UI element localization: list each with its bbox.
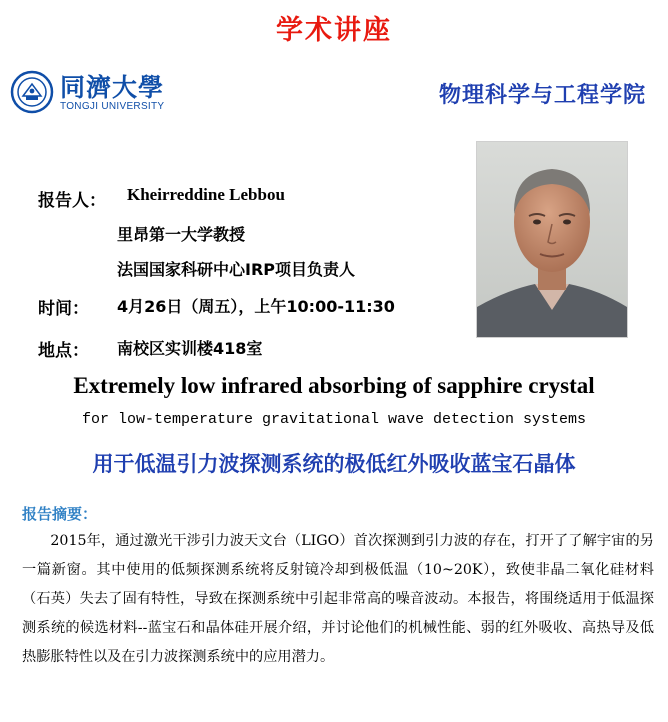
- speaker-title-2: 法国国家科研中心IRP项目负责人: [117, 260, 356, 279]
- talk-title-english: Extremely low infrared absorbing of sapphire crystal: [73, 373, 595, 398]
- place-value: 南校区实训楼418室: [117, 339, 263, 358]
- speaker-photo: [476, 141, 628, 338]
- speaker-portrait-image: [477, 142, 627, 337]
- tongji-emblem-icon: [10, 70, 54, 114]
- time-value: 4月26日（周五），上午10:00-11:30: [117, 297, 395, 316]
- speaker-name: Kheirreddine Lebbou: [127, 185, 285, 204]
- university-logo: [10, 68, 182, 116]
- logo-english-name: TONGJI UNIVERSITY: [60, 101, 165, 112]
- speaker-label: 报告人：: [38, 191, 106, 211]
- talk-title-chinese: 用于低温引力波探测系统的极低红外吸收蓝宝石晶体: [92, 452, 576, 476]
- place-label: 地点：: [38, 341, 89, 361]
- abstract-body: 2015年，通过激光干涉引力波天文台（LIGO）首次探测到引力波的存在，打开了了解宇宙的另一篇新窗。其中使用的低频探测系统将反射镜冷却到极低温（10~20K），致使非晶二氧化硅材料（石英）失去了固有特性，导致在探测系统中引起非常高的噪音波动。本报告，将围绕适用于低温探测系统的候选材料--蓝宝石和晶体硅开展介绍，并讨论他们的机械性能、弱的红外吸收、高热导及低热膨胀特性以及在引力波探测系统中的应用潜力。: [22, 533, 654, 665]
- speaker-title-1: 里昂第一大学教授: [117, 225, 246, 244]
- logo-chinese-name: 同濟大學: [60, 73, 165, 102]
- college-name: 物理科学与工程学院: [438, 83, 646, 108]
- abstract-label: 报告摘要：: [22, 505, 98, 523]
- page-title: 学术讲座: [276, 15, 392, 46]
- talk-subtitle-english: for low-temperature gravitational wave detection systems: [81, 411, 587, 428]
- time-label: 时间：: [38, 299, 89, 319]
